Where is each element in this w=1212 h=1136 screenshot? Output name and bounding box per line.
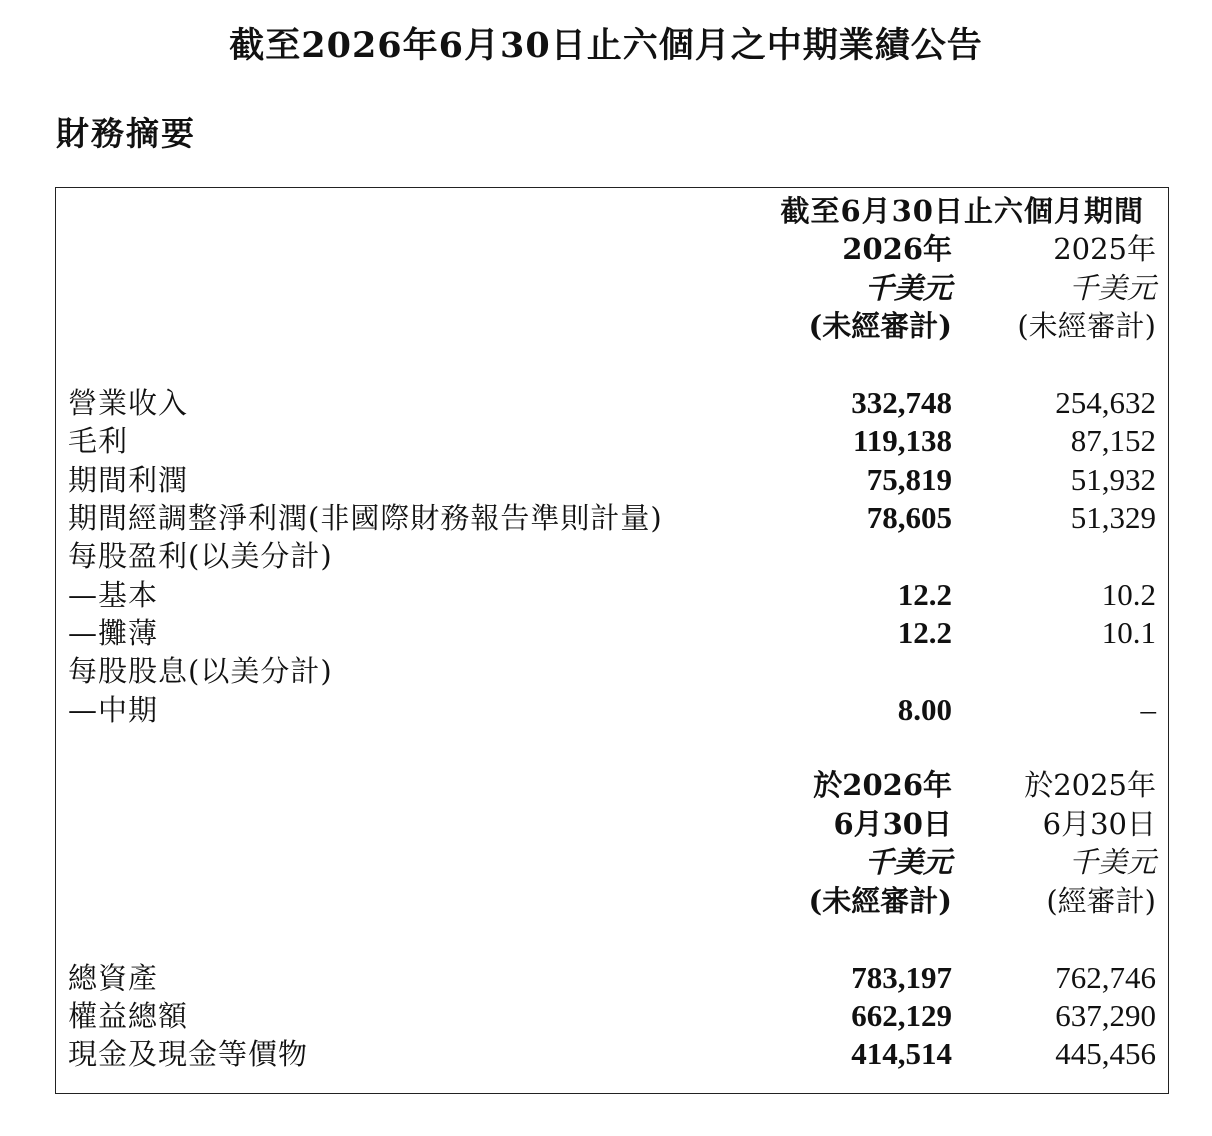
balance-col-2025-line2: 6月30日 bbox=[1042, 807, 1156, 841]
row-value-2025-eps-basic: 10.2 bbox=[1101, 577, 1156, 612]
col-2025-audit-status: (未經審計) bbox=[1017, 309, 1156, 343]
row-label-eps-heading: 每股盈利(以美分計) bbox=[68, 539, 333, 573]
col-2026-year: 2026年 bbox=[842, 232, 952, 266]
row-value-2025-period-profit: 51,932 bbox=[1070, 462, 1156, 497]
col-2025-unit: 千美元 bbox=[1068, 271, 1156, 305]
row-label-eps-basic: —基本 bbox=[68, 578, 159, 612]
row-value-2025-adjusted-net-profit: 51,329 bbox=[1070, 500, 1156, 535]
row-value-2025-eps-diluted: 10.1 bbox=[1101, 615, 1156, 650]
row-value-2025-gross-profit: 87,152 bbox=[1070, 423, 1156, 458]
row-value-2026-gross-profit: 119,138 bbox=[852, 423, 952, 458]
row-value-2026-total-assets: 783,197 bbox=[851, 960, 952, 995]
col-2026-unit: 千美元 bbox=[864, 271, 952, 305]
row-value-2026-revenue: 332,748 bbox=[851, 385, 952, 420]
row-value-2025-total-assets: 762,746 bbox=[1055, 960, 1156, 995]
financial-summary-table bbox=[55, 187, 1169, 1094]
balance-col-2026-audit-status: (未經審計) bbox=[808, 884, 952, 918]
row-label-dps-interim: —中期 bbox=[68, 693, 159, 727]
row-label-total-assets: 總資產 bbox=[68, 961, 159, 995]
row-value-2026-period-profit: 75,819 bbox=[866, 462, 952, 497]
balance-col-2025-audit-status: (經審計) bbox=[1046, 884, 1156, 918]
row-value-2026-dps-interim: 8.00 bbox=[897, 692, 952, 727]
balance-col-2026-line1: 於2026年 bbox=[813, 768, 952, 802]
row-label-dps-heading: 每股股息(以美分計) bbox=[68, 654, 333, 688]
row-value-2025-revenue: 254,632 bbox=[1055, 385, 1156, 420]
row-label-adjusted-net-profit: 期間經調整淨利潤(非國際財務報告準則計量) bbox=[68, 501, 663, 535]
col-2025-year: 2025年 bbox=[1053, 232, 1156, 266]
row-label-eps-diluted: —攤薄 bbox=[68, 616, 159, 650]
row-label-cash-equivalents: 現金及現金等價物 bbox=[68, 1037, 309, 1071]
balance-col-2026-line2: 6月30日 bbox=[833, 807, 952, 841]
row-value-2025-cash-equivalents: 445,456 bbox=[1055, 1036, 1156, 1071]
row-value-2026-eps-diluted: 12.2 bbox=[897, 615, 952, 650]
row-value-2025-dps-interim: – bbox=[1140, 692, 1156, 727]
period-span-header: 截至6月30日止六個月期間 bbox=[780, 194, 1144, 228]
row-value-2026-cash-equivalents: 414,514 bbox=[851, 1036, 952, 1071]
balance-col-2025-unit: 千美元 bbox=[1068, 845, 1156, 879]
balance-col-2026-unit: 千美元 bbox=[864, 845, 952, 879]
row-value-2026-adjusted-net-profit: 78,605 bbox=[866, 500, 952, 535]
section-heading: 財務摘要 bbox=[56, 114, 196, 153]
announcement-title: 截至2026年6月30日止六個月之中期業績公告 bbox=[229, 25, 983, 66]
col-2026-audit-status: (未經審計) bbox=[808, 309, 952, 343]
row-value-2026-total-equity: 662,129 bbox=[851, 998, 952, 1033]
row-value-2025-total-equity: 637,290 bbox=[1055, 998, 1156, 1033]
row-label-total-equity: 權益總額 bbox=[68, 999, 189, 1033]
row-label-revenue: 營業收入 bbox=[68, 386, 189, 420]
row-value-2026-eps-basic: 12.2 bbox=[897, 577, 952, 612]
row-label-gross-profit: 毛利 bbox=[68, 424, 129, 458]
balance-col-2025-line1: 於2025年 bbox=[1024, 768, 1156, 802]
row-label-period-profit: 期間利潤 bbox=[68, 463, 189, 497]
